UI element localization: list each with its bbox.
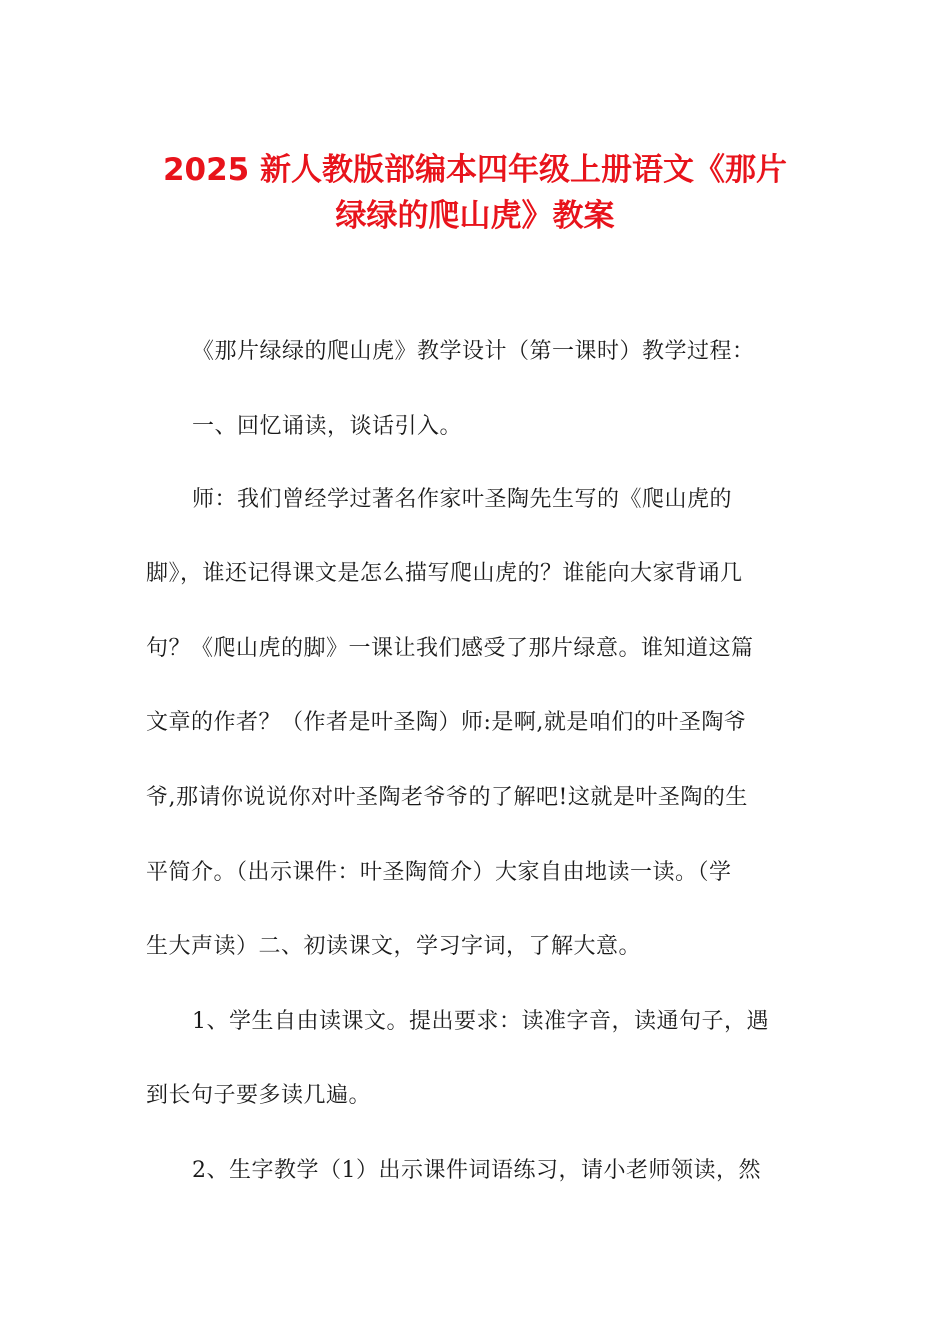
document-title-line-2: 绿绿的爬山虎》教案 (335, 198, 615, 234)
paragraph-line: 平简介。（出示课件：叶圣陶简介）大家自由地读一读。（学 (146, 860, 732, 885)
paragraph-line: 《那片绿绿的爬山虎》教学设计（第一课时）教学过程： (192, 339, 755, 364)
paragraph-line: 2、生字教学（1）出示课件词语练习，请小老师领读，然 (192, 1158, 761, 1183)
paragraph-line: 师：我们曾经学过著名作家叶圣陶先生写的《爬山虎的 (192, 487, 733, 512)
paragraph-line: 生大声读）二、初读课文，学习字词，了解大意。 (146, 934, 642, 959)
paragraph-line: 到长句子要多读几遍。 (146, 1083, 372, 1108)
paragraph-line: 1、学生自由读课文。提出要求：读准字音，读通句子，遇 (192, 1009, 769, 1034)
document-title-line-1: 2025 新人教版部编本四年级上册语文《那片 (162, 152, 788, 188)
paragraph-line: 脚》，谁还记得课文是怎么描写爬山虎的？谁能向大家背诵几 (146, 561, 743, 586)
paragraph-line: 文章的作者？（作者是叶圣陶）师:是啊,就是咱们的叶圣陶爷 (146, 710, 747, 735)
paragraph-line: 一、回忆诵读，谈话引入。 (192, 414, 463, 439)
paragraph-line: 爷,那请你说说你对叶圣陶老爷爷的了解吧!这就是叶圣陶的生 (146, 785, 748, 810)
paragraph-line: 句？《爬山虎的脚》一课让我们感受了那片绿意。谁知道这篇 (146, 636, 754, 661)
